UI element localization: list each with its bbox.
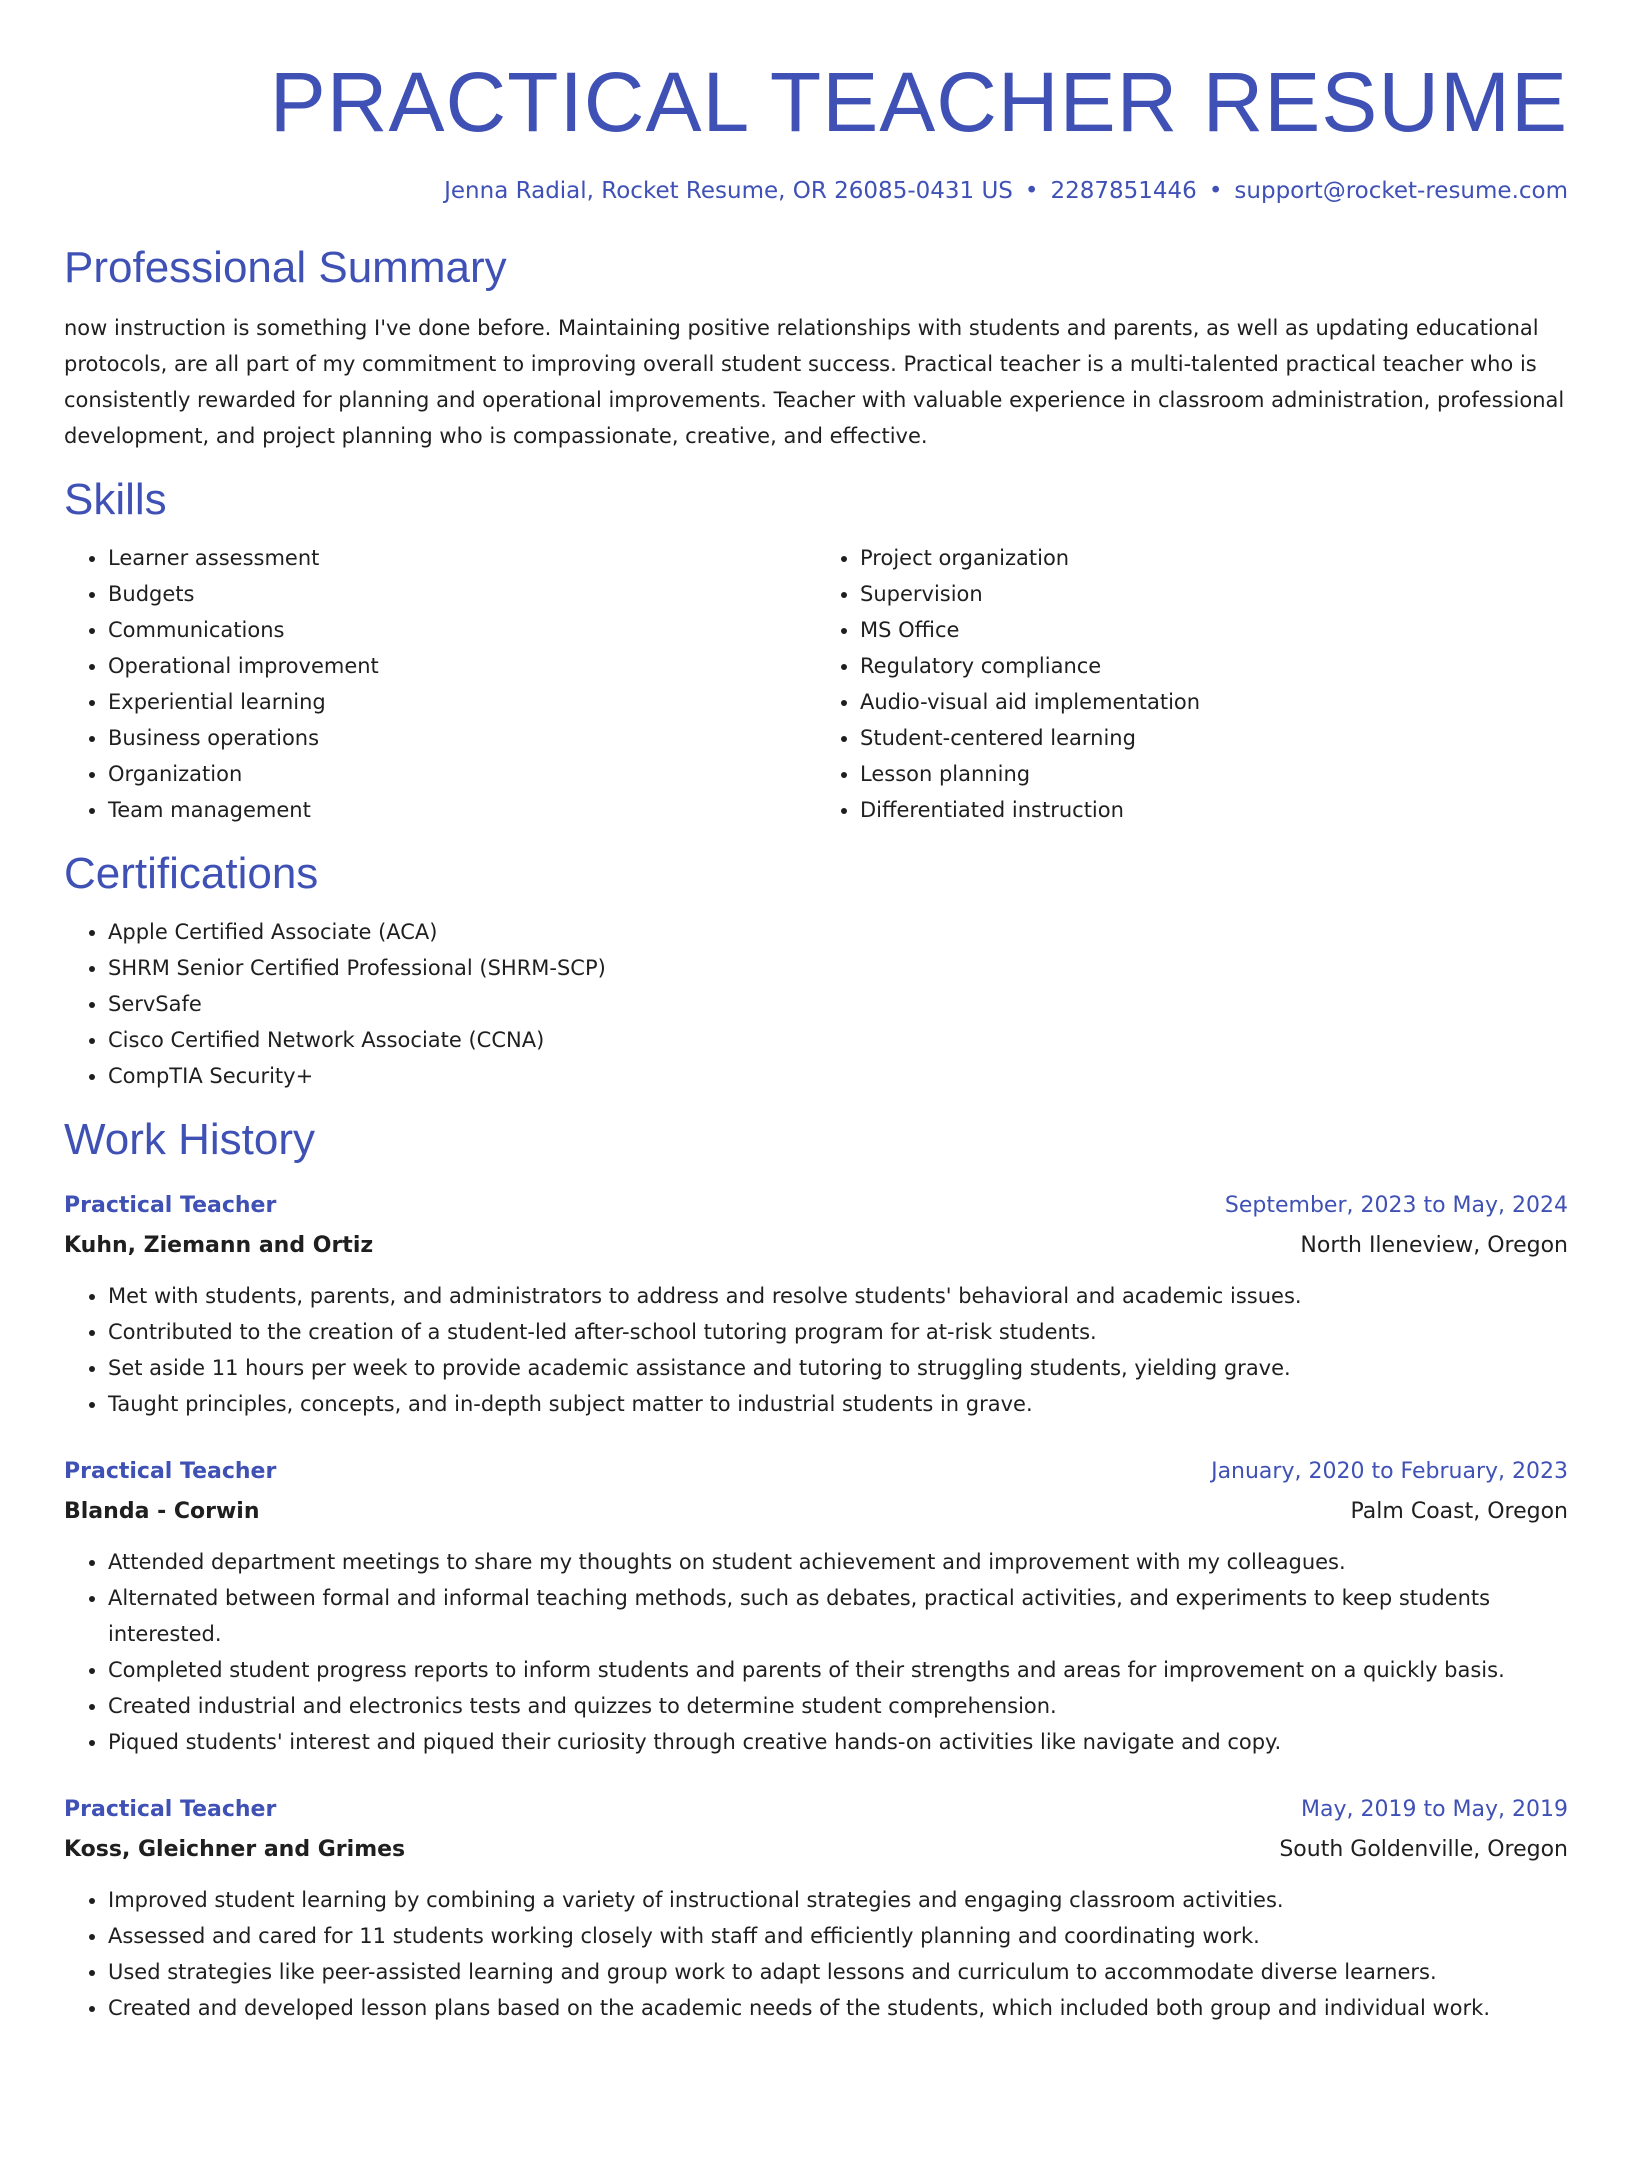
job-company-row (64, 1832, 1568, 1868)
job-location: South Goldenville, Oregon (1279, 1837, 1568, 1862)
skill-item: • Team management (108, 792, 816, 828)
skill-item: • Operational improvement (108, 648, 816, 684)
certifications-section (64, 846, 1568, 1094)
resume-page (0, 52, 1632, 2164)
contact-address: Jenna Radial, Rocket Resume, OR 26085-0431 US (444, 178, 1013, 204)
job-entry (64, 1792, 1568, 2026)
job-bullet: • Completed student progress reports to inform students and parents of their strengths and areas for improvement on a quickly basis. (108, 1652, 1568, 1688)
job-location: Palm Coast, Oregon (1350, 1499, 1568, 1524)
certifications-heading: Certifications (64, 849, 319, 898)
job-bullet: • Contributed to the creation of a student-led after-school tutoring program for at-risk students. (108, 1314, 1568, 1350)
contact-line (64, 176, 1568, 206)
job-location: North Ileneview, Oregon (1300, 1233, 1568, 1258)
skill-item: • Communications (108, 612, 816, 648)
certifications-list (64, 914, 1568, 1094)
work-history-section (64, 1112, 1568, 2026)
certification-item: • Cisco Certified Network Associate (CCNA) (108, 1022, 1568, 1058)
job-bullets (64, 1278, 1568, 1422)
job-company-row (64, 1228, 1568, 1264)
skills-left-list (64, 540, 816, 828)
skills-grid (64, 540, 1568, 828)
job-title-row (64, 1454, 1568, 1490)
skills-right-list (816, 540, 1568, 828)
job-bullet: • Created industrial and electronics tests and quizzes to determine student comprehension. (108, 1688, 1568, 1724)
job-title-row (64, 1792, 1568, 1828)
certification-item: • ServSafe (108, 986, 1568, 1022)
job-dates: May, 2019 to May, 2019 (1301, 1797, 1568, 1822)
job-company: Kuhn, Ziemann and Ortiz (64, 1233, 374, 1258)
skill-item: • Experiential learning (108, 684, 816, 720)
skill-item: • MS Office (860, 612, 1568, 648)
skill-item: • Differentiated instruction (860, 792, 1568, 828)
summary-section (64, 240, 1568, 454)
job-bullet: • Alternated between formal and informal teaching methods, such as debates, practical activities, and experiments to keep students interested. (108, 1580, 1568, 1652)
job-bullet: • Attended department meetings to share my thoughts on student achievement and improvement with my colleagues. (108, 1544, 1568, 1580)
skill-item: • Student-centered learning (860, 720, 1568, 756)
skill-item: • Regulatory compliance (860, 648, 1568, 684)
skill-item: • Organization (108, 756, 816, 792)
job-bullet: • Created and developed lesson plans based on the academic needs of the students, which included both group and individual work. (108, 1990, 1568, 2026)
skill-item: • Audio-visual aid implementation (860, 684, 1568, 720)
contact-separator: • (1024, 178, 1039, 204)
skill-item: • Supervision (860, 576, 1568, 612)
skill-item: • Business operations (108, 720, 816, 756)
skill-item: • Project organization (860, 540, 1568, 576)
job-bullets (64, 1544, 1568, 1760)
skill-item: • Lesson planning (860, 756, 1568, 792)
job-bullet: • Used strategies like peer-assisted learning and group work to adapt lessons and curriculum to accommodate diverse learners. (108, 1954, 1568, 1990)
job-dates: January, 2020 to February, 2023 (1211, 1459, 1568, 1484)
job-company-row (64, 1494, 1568, 1530)
job-company: Koss, Gleichner and Grimes (64, 1837, 406, 1862)
contact-email[interactable]: support@rocket-resume.com (1234, 178, 1568, 204)
certification-item: • CompTIA Security+ (108, 1058, 1568, 1094)
job-bullet: • Improved student learning by combining a variety of instructional strategies and engaging classroom activities. (108, 1882, 1568, 1918)
job-bullet: • Met with students, parents, and administrators to address and resolve students' behavioral and academic issues. (108, 1278, 1568, 1314)
job-bullet: • Taught principles, concepts, and in-depth subject matter to industrial students in grave. (108, 1386, 1568, 1422)
job-title: Practical Teacher (64, 1797, 277, 1822)
job-title: Practical Teacher (64, 1459, 277, 1484)
job-entry (64, 1188, 1568, 1422)
skill-item: • Budgets (108, 576, 816, 612)
job-bullet: • Set aside 11 hours per week to provide academic assistance and tutoring to struggling students, yielding grave. (108, 1350, 1568, 1386)
certification-item: • Apple Certified Associate (ACA) (108, 914, 1568, 950)
contact-phone: 2287851446 (1050, 178, 1197, 204)
contact-separator: • (1208, 178, 1223, 204)
skills-section (64, 472, 1568, 828)
certification-item: • SHRM Senior Certified Professional (SHRM-SCP) (108, 950, 1568, 986)
summary-text: now instruction is something I've done before. Maintaining positive relationships with students and parents, as well as updating educational protocols, are all part of my commitment to improving overall student success. Practical teacher is a multi-talented practical teacher who is consistently rewarded for planning and operational improvements. Teacher with valuable experience in classroom administration, professional development, and project planning who is compassionate, creative, and effective. (64, 316, 1565, 448)
job-company: Blanda - Corwin (64, 1499, 260, 1524)
job-entry (64, 1454, 1568, 1760)
job-bullets (64, 1882, 1568, 2026)
work-history-heading: Work History (64, 1115, 315, 1164)
job-title-row (64, 1188, 1568, 1224)
job-title: Practical Teacher (64, 1193, 277, 1218)
job-dates: September, 2023 to May, 2024 (1224, 1193, 1568, 1218)
summary-heading: Professional Summary (64, 243, 507, 292)
job-bullet: • Piqued students' interest and piqued their curiosity through creative hands-on activities like navigate and copy. (108, 1724, 1568, 1760)
job-bullet: • Assessed and cared for 11 students working closely with staff and efficiently planning and coordinating work. (108, 1918, 1568, 1954)
resume-title: PRACTICAL TEACHER RESUME (269, 55, 1568, 149)
skill-item: • Learner assessment (108, 540, 816, 576)
skills-heading: Skills (64, 475, 167, 524)
